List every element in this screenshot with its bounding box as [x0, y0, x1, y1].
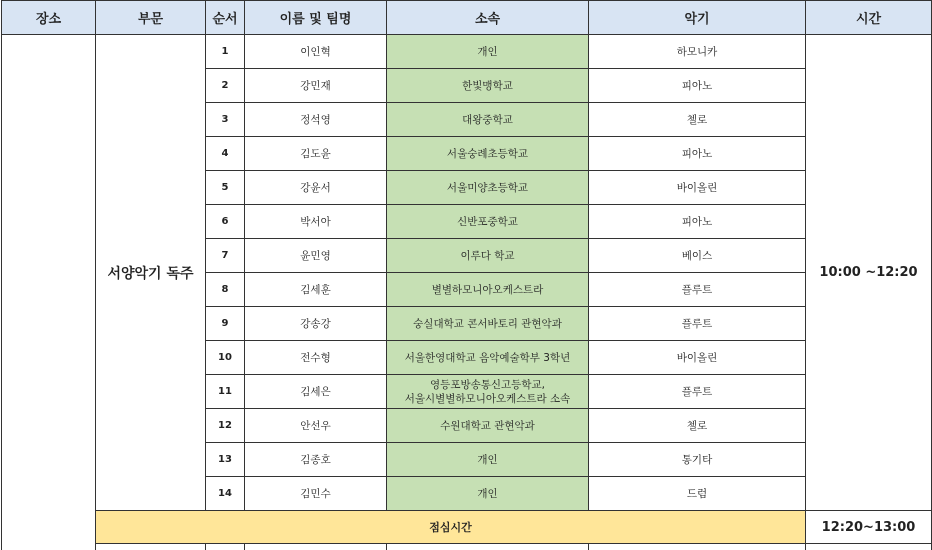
affiliation-cell: 서울숭례초등학교 — [387, 137, 589, 171]
stub-cell — [206, 544, 245, 550]
number-cell: 3 — [206, 103, 245, 137]
header-division: 부문 — [96, 1, 206, 35]
instrument-cell: 플루트 — [589, 273, 806, 307]
lunch-row — [2, 511, 932, 544]
name-cell: 김종호 — [245, 443, 387, 477]
affiliation-cell: 개인 — [387, 35, 589, 69]
number-cell: 5 — [206, 171, 245, 205]
next-row-stub — [2, 544, 932, 550]
lunch-label: 점심시간 — [96, 511, 806, 544]
name-cell: 정석영 — [245, 103, 387, 137]
number-cell: 11 — [206, 375, 245, 409]
header-place: 장소 — [2, 1, 96, 35]
header-row — [2, 1, 932, 35]
affiliation-cell: 서울미양초등학교 — [387, 171, 589, 205]
number-cell: 13 — [206, 443, 245, 477]
name-cell: 김도윤 — [245, 137, 387, 171]
number-cell: 6 — [206, 205, 245, 239]
affiliation-cell: 숭실대학교 콘서바토리 관현악과 — [387, 307, 589, 341]
instrument-cell: 플루트 — [589, 375, 806, 409]
name-cell: 강민재 — [245, 69, 387, 103]
number-cell: 2 — [206, 69, 245, 103]
instrument-cell: 바이올린 — [589, 171, 806, 205]
name-cell: 안선우 — [245, 409, 387, 443]
number-cell: 1 — [206, 35, 245, 69]
affiliation-cell: 별별하모니아오케스트라 — [387, 273, 589, 307]
number-cell: 7 — [206, 239, 245, 273]
stub-cell — [245, 544, 387, 550]
instrument-cell: 베이스 — [589, 239, 806, 273]
stub-cell — [589, 544, 806, 550]
name-cell: 박서아 — [245, 205, 387, 239]
name-cell: 이인혁 — [245, 35, 387, 69]
name-cell: 윤민영 — [245, 239, 387, 273]
stub-cell — [387, 544, 589, 550]
affiliation-line-1: 영등포방송통신고등학교, — [387, 378, 588, 392]
affiliation-cell: 개인 — [387, 477, 589, 511]
instrument-cell: 바이올린 — [589, 341, 806, 375]
affiliation-cell: 대왕중학교 — [387, 103, 589, 137]
header-number: 순서 — [206, 1, 245, 35]
instrument-cell: 피아노 — [589, 69, 806, 103]
number-cell: 14 — [206, 477, 245, 511]
division-cell: 서양악기 독주 — [96, 35, 206, 511]
instrument-cell: 플루트 — [589, 307, 806, 341]
header-affiliation: 소속 — [387, 1, 589, 35]
instrument-cell: 피아노 — [589, 137, 806, 171]
instrument-cell: 하모니카 — [589, 35, 806, 69]
name-cell: 전수형 — [245, 341, 387, 375]
name-cell: 강송강 — [245, 307, 387, 341]
affiliation-cell — [387, 375, 589, 409]
name-cell: 김세은 — [245, 375, 387, 409]
place-cell — [2, 35, 96, 550]
number-cell: 9 — [206, 307, 245, 341]
header-name: 이름 및 팀명 — [245, 1, 387, 35]
number-cell: 12 — [206, 409, 245, 443]
header-instrument: 악기 — [589, 1, 806, 35]
schedule-table — [1, 0, 932, 550]
name-cell: 김민수 — [245, 477, 387, 511]
affiliation-cell: 신반포중학교 — [387, 205, 589, 239]
affiliation-cell: 이루다 학교 — [387, 239, 589, 273]
instrument-cell: 드럼 — [589, 477, 806, 511]
number-cell: 4 — [206, 137, 245, 171]
table-row — [2, 35, 932, 69]
number-cell: 8 — [206, 273, 245, 307]
instrument-cell: 피아노 — [589, 205, 806, 239]
number-cell: 10 — [206, 341, 245, 375]
time-slot-cell: 10:00 ~12:20 — [806, 35, 932, 511]
stub-cell — [806, 544, 932, 550]
affiliation-cell: 서울한영대학교 음악예술학부 3학년 — [387, 341, 589, 375]
instrument-cell: 첼로 — [589, 409, 806, 443]
affiliation-cell: 한빛맹학교 — [387, 69, 589, 103]
name-cell: 강윤서 — [245, 171, 387, 205]
name-cell: 김세훈 — [245, 273, 387, 307]
affiliation-line-2: 서울시별별하모니아오케스트라 소속 — [387, 392, 588, 406]
affiliation-cell: 개인 — [387, 443, 589, 477]
instrument-cell: 통기타 — [589, 443, 806, 477]
affiliation-cell: 수원대학교 관현악과 — [387, 409, 589, 443]
header-time: 시간 — [806, 1, 932, 35]
instrument-cell: 첼로 — [589, 103, 806, 137]
stub-cell — [96, 544, 206, 550]
lunch-time: 12:20~13:00 — [806, 511, 932, 544]
